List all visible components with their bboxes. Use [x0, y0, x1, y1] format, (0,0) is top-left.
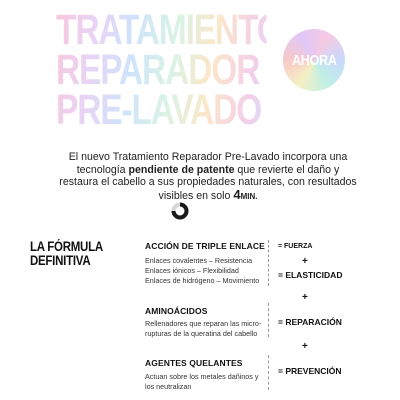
intro-text-1: El nuevo Tratamiento Reparador Pre-Lavado incorpora una tecnología: [68, 151, 348, 176]
section-title-aminoacidos: AMINOÁCIDOS: [145, 306, 208, 316]
time-number: 4: [233, 186, 241, 202]
section-title-agentes-quelantes: AGENTES QUELANTES: [145, 358, 243, 368]
formula-title-line-2: DEFINITIVA: [30, 253, 91, 268]
section-text-aminoacidos: [145, 319, 261, 339]
result-fuerza: = FUERZA: [278, 243, 313, 250]
section-line: Actuan sobre los metales dañinos y: [145, 372, 259, 381]
section-text-triple-enlace: [145, 256, 259, 286]
plus-sign: +: [302, 256, 308, 267]
result-reparacion: = REPARACIÓN: [278, 317, 342, 327]
intro-text-2: que revierte el daño y restaura el cabello a sus propiedades naturales, con resultados visibles en solo: [59, 163, 357, 202]
divider-dashed-1: [268, 240, 269, 286]
divider-dashed-3: [268, 355, 269, 390]
headline: [56, 6, 282, 134]
result-elasticidad: = ELASTICIDAD: [278, 270, 343, 280]
section-text-agentes-quelantes: [145, 372, 258, 392]
timer-donut-icon: [171, 202, 189, 220]
divider-dashed-2: [268, 303, 269, 337]
section-line: Enlaces de hidrógeno – Movimiento: [145, 276, 260, 285]
ahora-badge: [283, 29, 345, 91]
section-line: Enlaces covalentes – Resistencia: [145, 256, 253, 265]
section-line: los neutralizan: [145, 382, 192, 391]
section-line: Enlaces iónicos – Flexibilidad: [145, 266, 239, 275]
headline-line-3: PRE-LAVADO: [56, 86, 262, 134]
result-prevencion: = PREVENCIÓN: [278, 366, 342, 376]
plus-sign: +: [302, 292, 308, 303]
headline-line-1: TRATAMIENTO: [56, 6, 282, 54]
formula-title-line-1: LA FÓRMULA: [30, 239, 103, 254]
intro-bold: pendiente de patente: [128, 163, 235, 176]
headline-line-2: REPARADOR: [56, 46, 260, 94]
time-unit: MIN.: [240, 191, 258, 201]
badge-label: AHORA: [291, 51, 337, 69]
formula-title: [30, 240, 115, 268]
section-line: rupturas de la queratina del cabello: [145, 329, 258, 338]
time-label: [233, 187, 257, 202]
plus-sign: +: [302, 341, 308, 352]
section-title-triple-enlace: ACCIÓN DE TRIPLE ENLACE: [145, 241, 265, 251]
section-line: Rellenadores que reparan las micro-: [145, 319, 262, 328]
intro-paragraph: [58, 151, 358, 203]
